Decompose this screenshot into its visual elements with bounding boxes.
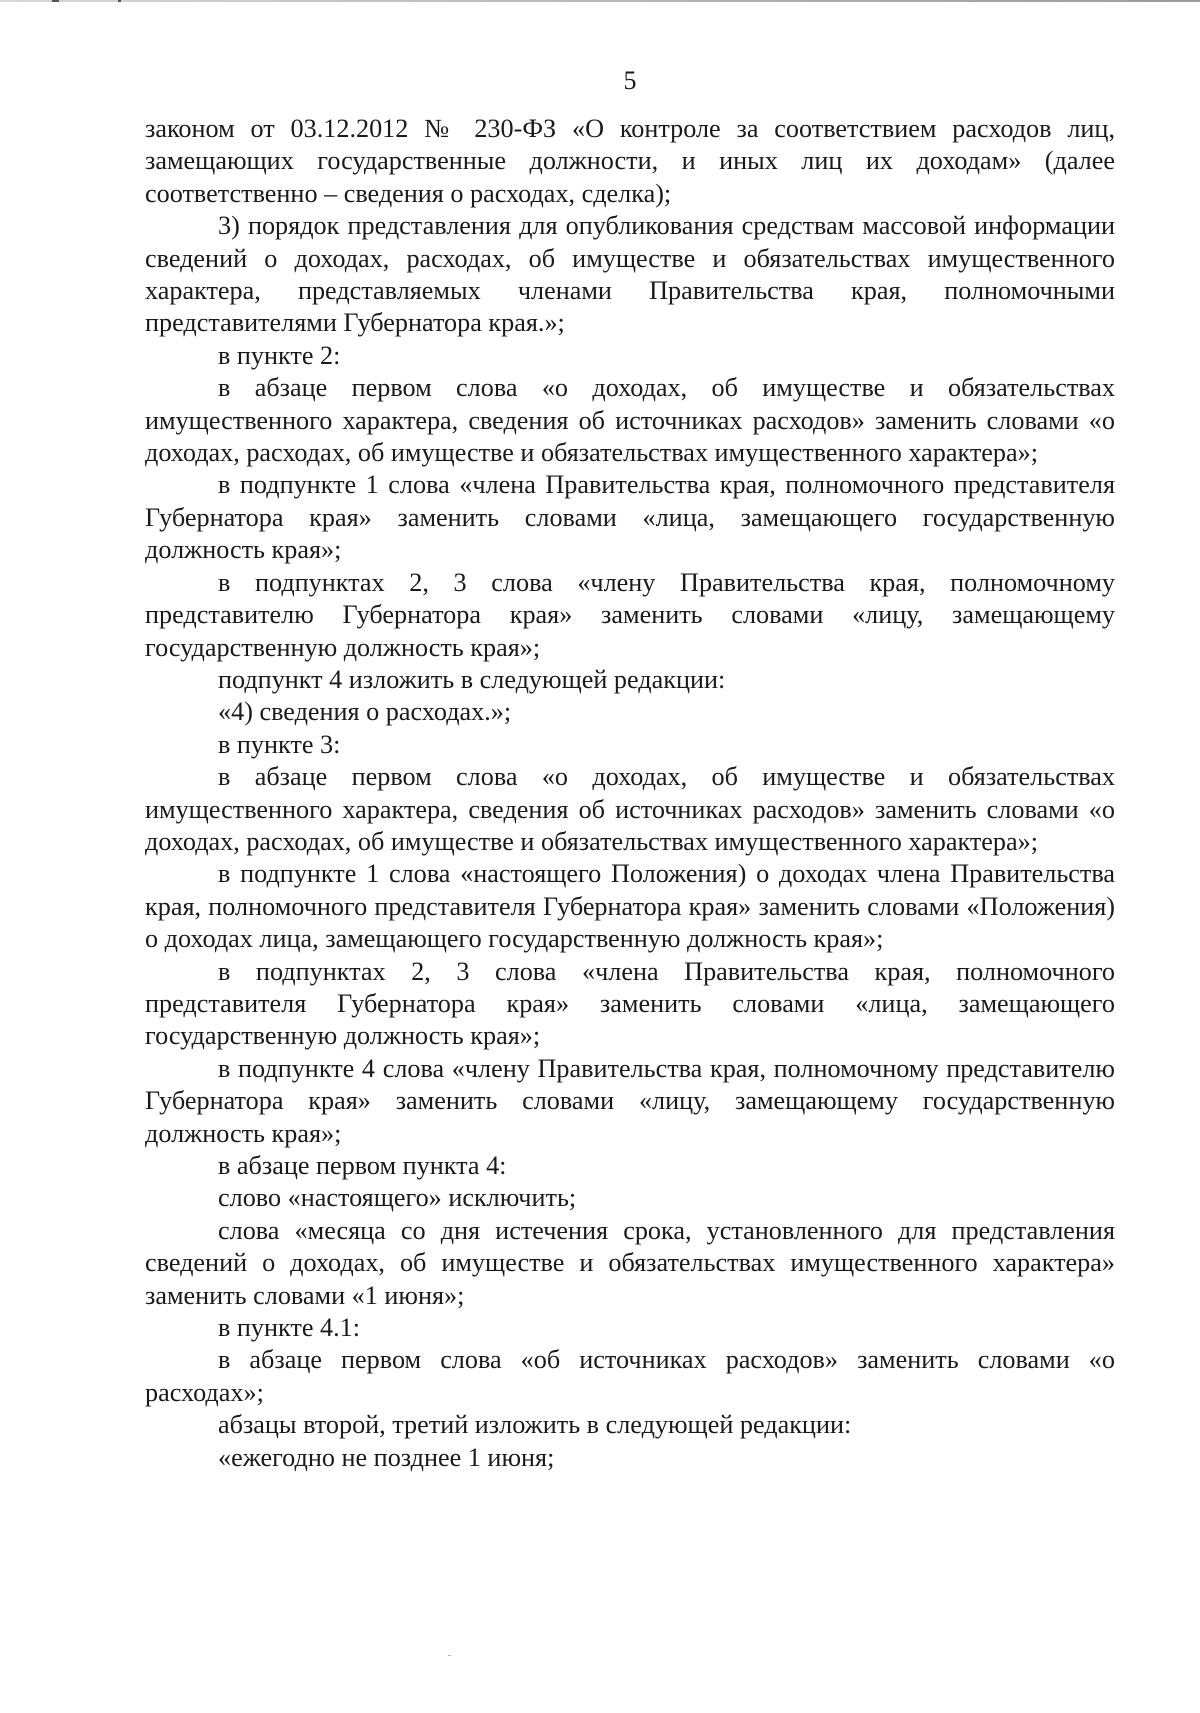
page-number: 5 <box>623 66 637 95</box>
paragraph: в подпункте 1 слова «члена Правительства края, полномочного представителя Губернатора края» заменить словами «лица, замещающего государственную должность края»; <box>145 470 1115 565</box>
scan-speck <box>448 1655 451 1656</box>
paragraph: законом от 03.12.2012 № 230-ФЗ «О контроле за соответствием расходов лиц, замещающих государственные должности, и иных лиц их доходам» (далее соответственно – сведения о расходах, сделка); <box>145 114 1115 208</box>
paragraph: в пункте 3: <box>218 729 341 759</box>
paragraph: в абзаце первом пункта 4: <box>218 1151 507 1180</box>
paragraph: в пункте 4.1: <box>218 1313 361 1343</box>
paragraph: в абзаце первом слова «о доходах, об имуществе и обязательствах имущественного характера, сведения об источниках расходов» заменить словами «о доходах, расходах, об имуществе и обязательствах имущественного характера»; <box>145 373 1115 468</box>
paragraph: в подпункте 1 слова «настоящего Положения) о доходах члена Правительства края, полномочного представителя Губернатора края» заменить словами «Положения) о доходах лица, замещающего государственную должность края»; <box>145 859 1115 954</box>
paragraph: «4) сведения о расходах.»; <box>218 697 512 727</box>
document-body <box>145 113 1115 1474</box>
paragraph: «ежегодно не позднее 1 июня; <box>218 1442 555 1472</box>
scan-edge-mark <box>118 0 121 2</box>
paragraph: 3) порядок представления для опубликования средствам массовой информации сведений о доходах, расходах, об имуществе и обязательствах имущественного характера, представляемых членами Правительства края, полномочными представителями Губернатора края.»; <box>145 211 1115 338</box>
paragraph: в подпунктах 2, 3 слова «члену Правительства края, полномочному представителю Губернатора края» заменить словами «лицу, замещающему государственную должность края»; <box>145 567 1115 662</box>
paragraph: в пункте 2: <box>218 340 341 370</box>
scan-edge-line <box>0 0 1200 2</box>
paragraph: абзацы второй, третий изложить в следующей редакции: <box>218 1410 852 1440</box>
paragraph: слова «месяца со дня истечения срока, установленного для представления сведений о доходах, об имуществе и обязательствах имущественного характера» заменить словами «1 июня»; <box>145 1215 1115 1310</box>
paragraph: в подпункте 4 слова «члену Правительства края, полномочному представителю Губернатора края» заменить словами «лицу, замещающему государственную должность края»; <box>145 1053 1115 1148</box>
paragraph: слово «настоящего» исключить; <box>218 1183 577 1213</box>
scan-edge-mark <box>52 0 59 2</box>
paragraph: подпункт 4 изложить в следующей редакции: <box>218 664 726 694</box>
paragraph: в абзаце первом слова «об источниках расходов» заменить словами «о расходах»; <box>145 1345 1115 1407</box>
paragraph: в абзаце первом слова «о доходах, об имуществе и обязательствах имущественного характера, сведения об источниках расходов» заменить словами «о доходах, расходах, об имуществе и обязательствах имущественного характера»; <box>145 762 1115 856</box>
paragraph: в подпунктах 2, 3 слова «члена Правительства края, полномочного представителя Губернатора края» заменить словами «лица, замещающего государственную должность края»; <box>145 956 1115 1051</box>
